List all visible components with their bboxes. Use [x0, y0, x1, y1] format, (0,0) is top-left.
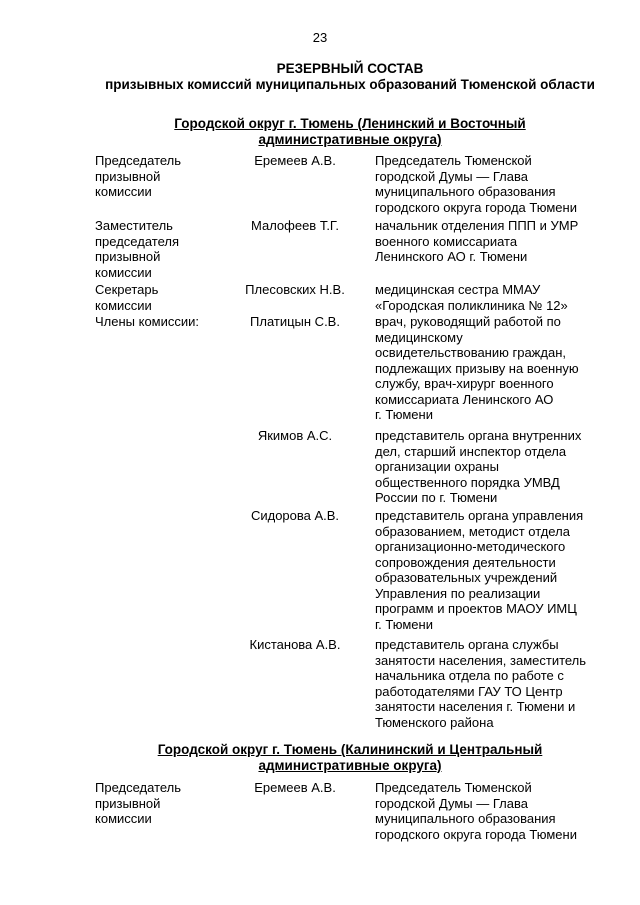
role-line: Члены комиссии: [95, 314, 200, 329]
position-line: Тюменского района [375, 714, 494, 730]
member-name: Сидорова А.В. [250, 508, 340, 523]
position-line: представитель органа службы [375, 637, 559, 652]
member-name: Якимов А.С. [257, 428, 333, 443]
position-line: работодателями ГАУ ТО Центр [375, 683, 563, 699]
role-line: призывной [95, 795, 161, 811]
member-name: Платицын С.В. [250, 314, 340, 329]
position-line: России по г. Тюмени [375, 490, 498, 505]
position-line: представитель органа управления [375, 508, 584, 523]
member-position [375, 153, 615, 215]
member-position [375, 314, 615, 423]
position-line: городской Думы — Глава [375, 168, 528, 184]
position-line: городского округа города Тюмени [375, 199, 577, 215]
heading-line: Городской округ г. Тюмень (Калининский и Центральный [157, 742, 543, 757]
position-line: городского округа города Тюмени [375, 826, 577, 842]
member-name: Еремеев А.В. [254, 780, 336, 795]
position-line: муниципального образования [375, 184, 556, 199]
position-line: организационно-методического [375, 539, 566, 554]
position-line: г. Тюмени [375, 407, 433, 422]
position-line: общественного порядка УМВД [375, 474, 560, 490]
member-name: Еремеев А.В. [254, 153, 336, 168]
role-line: Секретарь [95, 282, 159, 297]
position-line: освидетельствованию граждан, [375, 345, 566, 360]
position-line: Председатель Тюменской [375, 153, 532, 168]
position-line: представитель органа внутренних [375, 428, 582, 443]
position-line: подлежащих призыву на военную [375, 360, 579, 376]
member-role [95, 218, 235, 280]
position-line: Ленинского АО г. Тюмени [375, 249, 528, 264]
role-line: комиссии [95, 184, 152, 199]
member-name: Плесовских Н.В. [245, 282, 345, 297]
position-line: дел, старший инспектор отдела [375, 443, 567, 459]
member-name: Малофеев Т.Г. [250, 218, 340, 233]
heading-line: административные округа) [258, 758, 442, 773]
member-position [375, 508, 615, 632]
document-subtitle: призывных комиссий муниципальных образований Тюменской области [105, 77, 595, 92]
role-line: Заместитель [95, 218, 173, 233]
member-position [375, 780, 615, 842]
role-line: Председатель [95, 153, 182, 168]
member-position [375, 218, 615, 265]
position-line: медицинскому [375, 329, 463, 345]
role-line: призывной [95, 168, 161, 184]
role-line: комиссии [95, 297, 152, 313]
position-line: начальника отдела по работе с [375, 668, 564, 683]
role-line: комиссии [95, 264, 152, 280]
position-line: образовательных учреждений [375, 570, 558, 585]
position-line: Управления по реализации [375, 585, 541, 601]
position-line: военного комиссариата [375, 233, 518, 249]
member-position [375, 282, 615, 313]
member-name: Кистанова А.В. [249, 637, 341, 652]
role-line: председателя [95, 233, 180, 249]
position-line: начальник отделения ППП и УМР [375, 218, 579, 233]
member-role [95, 780, 235, 827]
role-line: комиссии [95, 811, 152, 826]
role-line: призывной [95, 249, 161, 264]
role-line: Председатель [95, 780, 182, 795]
page-number: 23 [312, 30, 328, 45]
position-line: занятости населения г. Тюмени и [375, 699, 576, 714]
position-line: службу, врач-хирург военного [375, 376, 554, 391]
heading-line: административные округа) [258, 132, 442, 147]
member-position [375, 637, 615, 730]
position-line: сопровождения деятельности [375, 554, 556, 570]
heading-line: Городской округ г. Тюмень (Ленинский и Восточный [174, 116, 526, 131]
member-role [95, 282, 235, 313]
section-heading [40, 742, 640, 774]
member-role [95, 314, 235, 330]
position-line: г. Тюмени [375, 616, 433, 632]
position-line: Председатель Тюменской [375, 780, 532, 795]
position-line: занятости населения, заместитель [375, 652, 587, 668]
position-line: «Городская поликлиника № 12» [375, 297, 568, 313]
position-line: городской Думы — Глава [375, 795, 528, 811]
section-heading [40, 116, 640, 148]
position-line: медицинская сестра ММАУ [375, 282, 541, 297]
position-line: муниципального образования [375, 811, 556, 826]
position-line: комиссариата Ленинского АО [375, 391, 554, 407]
position-line: врач, руководящий работой по [375, 314, 561, 329]
member-role [95, 153, 235, 200]
position-line: организации охраны [375, 459, 499, 474]
member-position [375, 428, 615, 506]
document-title: РЕЗЕРВНЫЙ СОСТАВ [276, 61, 424, 76]
position-line: программ и проектов МАОУ ИМЦ [375, 601, 577, 616]
position-line: образованием, методист отдела [375, 523, 570, 539]
